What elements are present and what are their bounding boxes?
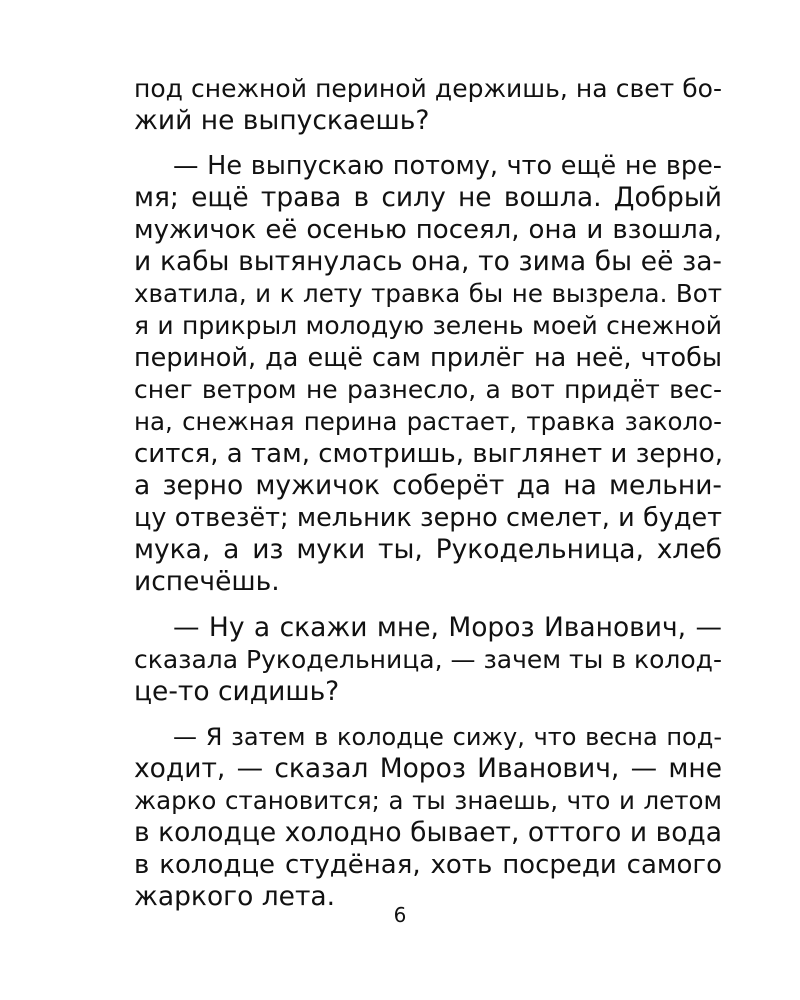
text-line: на, снежная перина растает, травка заколо- [134, 407, 722, 436]
text-line: мя; ещё трава в силу не вошла. Добрый [134, 182, 722, 213]
text-line: под снежной периной держишь, на свет бо- [134, 74, 722, 103]
text-line: мужичок её осенью посеял, она и взошла, [134, 215, 722, 245]
text-line: снег ветром не разнесло, а вот придёт вес- [134, 375, 722, 404]
text-line: ходит, — сказал Мороз Иванович, — мне [134, 753, 722, 784]
text-line: — Я затем в колодце сижу, что весна под- [173, 723, 722, 751]
text-line: — Не выпускаю потому, что ещё не вре- [173, 151, 722, 181]
text-line: — Ну а скажи мне, Мороз Иванович, — [173, 612, 722, 643]
text-line: испечёшь. [134, 566, 280, 597]
text-line: це-то сидишь? [134, 676, 340, 707]
text-line: жий не выпускаешь? [134, 105, 430, 136]
text-line: а зерно мужичок соберёт да на мельни- [134, 470, 722, 501]
text-line: и кабы вытянулась она, то зима бы её за- [134, 246, 722, 277]
text-line: мука, а из муки ты, Рукодельница, хлеб [134, 534, 722, 565]
text-line: сказала Рукодельница, — зачем ты в колод- [134, 645, 722, 674]
text-line: цу отвезёт; мельник зерно смелет, и будет [134, 503, 722, 533]
text-line: хватила, и к лету травка бы не вызрела. Вот [134, 279, 722, 308]
text-line: в колодце холодно бывает, оттого и вода [134, 817, 722, 848]
text-line: жарко становится; а ты знаешь, что и летом [134, 786, 722, 815]
page-number: 6 [393, 903, 407, 927]
text-line: я и прикрыл молодую зелень моей снежной [134, 311, 722, 340]
text-line: в колодце студёная, хоть посреди самого [134, 850, 722, 880]
text-line: периной, да ещё сам прилёг на неё, чтобы [134, 343, 722, 373]
text-line: сится, а там, смотришь, выглянет и зерно, [134, 439, 724, 469]
text-line: жаркого лета. [134, 881, 336, 912]
